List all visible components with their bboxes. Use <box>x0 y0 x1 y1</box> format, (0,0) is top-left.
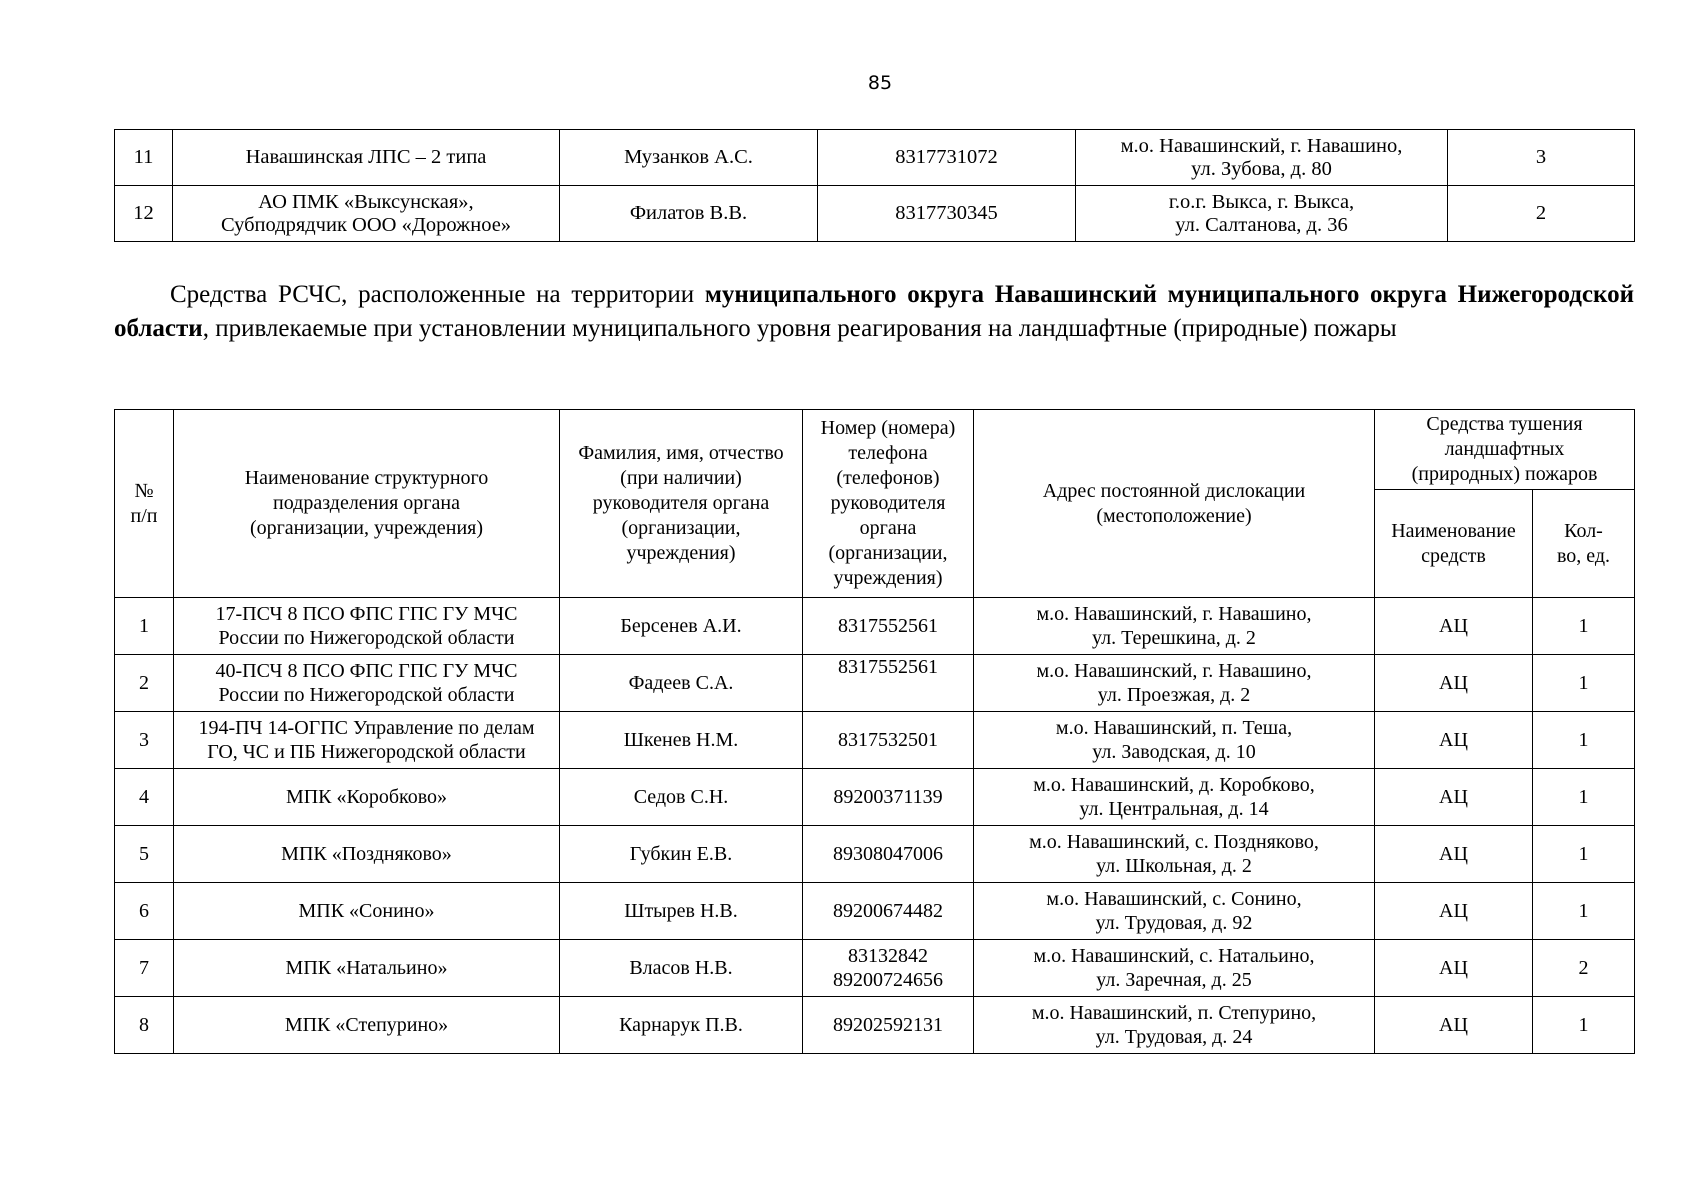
table-row <box>115 712 1635 769</box>
cell-name: АО ПМК «Выксунская», Субподрядчик ООО «Дорожное» <box>173 186 560 242</box>
cell-count: 3 <box>1448 130 1635 186</box>
cell-means: АЦ <box>1375 769 1533 826</box>
cell-phone: 89200371139 <box>803 769 974 826</box>
cell-name: 40-ПСЧ 8 ПСО ФПС ГПС ГУ МЧС России по Нижегородской области <box>174 655 560 712</box>
cell-address: м.о. Навашинский, с. Сонино, ул. Трудовая, д. 92 <box>974 883 1375 940</box>
cell-num: 1 <box>115 598 174 655</box>
cell-head: Шкенев Н.М. <box>560 712 803 769</box>
cell-num: 2 <box>115 655 174 712</box>
cell-means: АЦ <box>1375 712 1533 769</box>
cell-name: МПК «Натальино» <box>174 940 560 997</box>
cell-means: АЦ <box>1375 655 1533 712</box>
table-row <box>115 940 1635 997</box>
cell-num: 12 <box>115 186 173 242</box>
table-row <box>115 883 1635 940</box>
table-row <box>115 130 1635 186</box>
cell-head: Берсенев А.И. <box>560 598 803 655</box>
cell-count: 1 <box>1533 826 1635 883</box>
cell-name: Навашинская ЛПС – 2 типа <box>173 130 560 186</box>
cell-head: Филатов В.В. <box>560 186 818 242</box>
cell-means: АЦ <box>1375 940 1533 997</box>
cell-address: м.о. Навашинский, г. Навашино, ул. Терешкина, д. 2 <box>974 598 1375 655</box>
cell-head: Штырев Н.В. <box>560 883 803 940</box>
cell-phone: 8317552561 <box>803 655 974 712</box>
rschs-resources-table <box>114 409 1635 1054</box>
cell-head: Музанков А.С. <box>560 130 818 186</box>
cell-count: 1 <box>1533 712 1635 769</box>
cell-head: Фадеев С.А. <box>560 655 803 712</box>
cell-name: МПК «Поздняково» <box>174 826 560 883</box>
page-number: 85 <box>867 72 893 94</box>
header-num: № п/п <box>115 410 174 598</box>
cell-means: АЦ <box>1375 826 1533 883</box>
cell-count: 1 <box>1533 883 1635 940</box>
table-row <box>115 997 1635 1054</box>
section-heading <box>114 278 1634 346</box>
cell-head: Карнарук П.В. <box>560 997 803 1054</box>
cell-count: 1 <box>1533 769 1635 826</box>
table-row <box>115 769 1635 826</box>
cell-num: 4 <box>115 769 174 826</box>
cell-phone: 8317731072 <box>818 130 1076 186</box>
cell-num: 3 <box>115 712 174 769</box>
cell-means: АЦ <box>1375 997 1533 1054</box>
cell-count: 1 <box>1533 655 1635 712</box>
cell-count: 2 <box>1448 186 1635 242</box>
table-row <box>115 655 1635 712</box>
cell-phone: 89200674482 <box>803 883 974 940</box>
cell-means: АЦ <box>1375 883 1533 940</box>
cell-phone: 8317532501 <box>803 712 974 769</box>
heading-text-end: , привлекаемые при установлении муниципального уровня реагирования на ландшафтные (природные) пожары <box>202 315 1397 342</box>
cell-count: 2 <box>1533 940 1635 997</box>
cell-count: 1 <box>1533 598 1635 655</box>
header-means: Средства тушения ландшафтных (природных) пожаров <box>1375 410 1635 490</box>
cell-num: 7 <box>115 940 174 997</box>
cell-phone: 83132842 89200724656 <box>803 940 974 997</box>
cell-address: м.о. Навашинский, п. Теша, ул. Заводская, д. 10 <box>974 712 1375 769</box>
cell-head: Губкин Е.В. <box>560 826 803 883</box>
cell-name: МПК «Сонино» <box>174 883 560 940</box>
cell-address: м.о. Навашинский, г. Навашино, ул. Проезжая, д. 2 <box>974 655 1375 712</box>
cell-name: 17-ПСЧ 8 ПСО ФПС ГПС ГУ МЧС России по Нижегородской области <box>174 598 560 655</box>
header-head: Фамилия, имя, отчество (при наличии) руководителя органа (организации, учреждения) <box>560 410 803 598</box>
cell-means: АЦ <box>1375 598 1533 655</box>
cell-phone: 8317730345 <box>818 186 1076 242</box>
cell-count: 1 <box>1533 997 1635 1054</box>
cell-num: 8 <box>115 997 174 1054</box>
heading-text-start: Средства РСЧС, расположенные на территории <box>170 281 705 308</box>
cell-address: м.о. Навашинский, п. Степурино, ул. Трудовая, д. 24 <box>974 997 1375 1054</box>
header-address: Адрес постоянной дислокации (местоположение) <box>974 410 1375 598</box>
cell-phone: 89202592131 <box>803 997 974 1054</box>
table-row <box>115 826 1635 883</box>
cell-phone: 8317552561 <box>803 598 974 655</box>
table-row <box>115 186 1635 242</box>
cell-num: 11 <box>115 130 173 186</box>
header-name: Наименование структурного подразделения органа (организации, учреждения) <box>174 410 560 598</box>
header-means-name: Наименование средств <box>1375 490 1533 598</box>
cell-name: МПК «Степурино» <box>174 997 560 1054</box>
cell-address: м.о. Навашинский, с. Натальино, ул. Заречная, д. 25 <box>974 940 1375 997</box>
table-row <box>115 598 1635 655</box>
cell-head: Седов С.Н. <box>560 769 803 826</box>
cell-name: МПК «Коробково» <box>174 769 560 826</box>
cell-address: м.о. Навашинский, д. Коробково, ул. Центральная, д. 14 <box>974 769 1375 826</box>
cell-address: г.о.г. Выкса, г. Выкса, ул. Салтанова, д. 36 <box>1076 186 1448 242</box>
heading-bold-text: муниципального округа Навашинский муниципального округа Нижегородской области <box>114 281 1634 342</box>
previous-section-table <box>114 129 1635 242</box>
header-means-count: Кол- во, ед. <box>1533 490 1635 598</box>
cell-address: м.о. Навашинский, с. Поздняково, ул. Школьная, д. 2 <box>974 826 1375 883</box>
cell-num: 6 <box>115 883 174 940</box>
header-phone: Номер (номера) телефона (телефонов) руководителя органа (организации, учреждения) <box>803 410 974 598</box>
cell-name: 194-ПЧ 14-ОГПС Управление по делам ГО, ЧС и ПБ Нижегородской области <box>174 712 560 769</box>
cell-phone: 89308047006 <box>803 826 974 883</box>
cell-address: м.о. Навашинский, г. Навашино, ул. Зубова, д. 80 <box>1076 130 1448 186</box>
cell-num: 5 <box>115 826 174 883</box>
cell-head: Власов Н.В. <box>560 940 803 997</box>
